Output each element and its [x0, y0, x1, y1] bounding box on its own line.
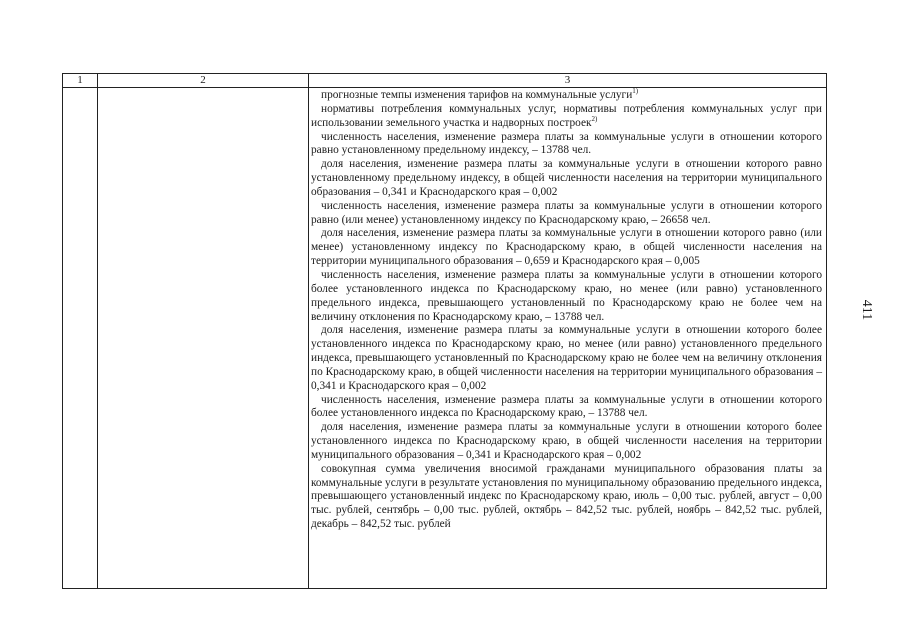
document-table	[62, 73, 827, 589]
paragraph: доля населения, изменение размера платы за коммунальные услуги в отношении которого более установленного индекса по Краснодарскому краю, в общей численности населения на территории муниципального образования – 0,341 и Краснодарского края – 0,002	[311, 421, 822, 461]
paragraph: прогнозные темпы изменения тарифов на коммунальные услуги$^{1)}$	[321, 87, 639, 101]
paragraph: численность населения, изменение размера платы за коммунальные услуги в отношении которого более установленного индекса по Краснодарскому краю, – 13788 чел.	[311, 393, 822, 420]
footnote-marker: 2)	[591, 114, 598, 123]
cell-col-1	[63, 88, 98, 589]
paragraph: нормативы потребления коммунальных услуг, нормативы потребления коммунальных услуг при использовании земельного участка и надворных построек$^{2)}$	[311, 102, 822, 129]
body-row	[63, 88, 827, 589]
page-number: 411	[859, 299, 874, 321]
header-row	[63, 74, 827, 88]
paragraph: численность населения, изменение размера платы за коммунальные услуги в отношении которого равно (или менее) установленному индексу по Краснодарскому краю, – 26658 чел.	[311, 199, 822, 226]
cell-col-3	[309, 88, 827, 589]
paragraph: численность населения, изменение размера платы за коммунальные услуги в отношении которого более установленного индекса по Краснодарскому краю, но менее (или равно) установленного предельного индекса, превышающего установленный по Краснодарскому краю не более чем на величину отклонения по Краснодарскому краю, – 13788 чел.	[311, 268, 822, 323]
cell-col-2	[98, 88, 309, 589]
paragraph: численность населения, изменение размера платы за коммунальные услуги в отношении которого равно установленному предельному индексу, – 13788 чел.	[311, 130, 822, 157]
paragraph: доля населения, изменение размера платы за коммунальные услуги в отношении которого равно (или менее) установленному индексу по Краснодарскому краю, в общей численности населения на территории муниципального образования – 0,659 и Краснодарского края – 0,005	[311, 227, 822, 268]
header-col-1: 1	[63, 74, 98, 88]
header-col-2: 2	[98, 74, 309, 88]
paragraph: доля населения, изменение размера платы за коммунальные услуги в отношении которого равно установленному предельному индексу, в общей численности населения на территории муниципального образования – 0,341 и Краснодарского края – 0,002	[311, 158, 822, 198]
paragraph: доля населения, изменение размера платы за коммунальные услуги в отношении которого более установленного индекса по Краснодарскому краю, но менее (или равно) установленного предельного индекса, превышающего установленный по Краснодарскому краю не более чем на величину отклонения по Краснодарскому краю, в общей численности населения на территории муниципального образования – 0,341 и Краснодарского края – 0,002	[311, 324, 822, 392]
header-col-3: 3	[309, 74, 827, 88]
paragraph: совокупная сумма увеличения вносимой гражданами муниципального образования платы за коммунальные услуги в результате установления по муниципальному образованию предельного индекса, превышающего установленный индекс по Краснодарскому краю, июль – 0,00 тыс. рублей, август – 0,00 тыс. рублей, сентябрь – 0,00 тыс. рублей, октябрь – 842,52 тыс. рублей, ноябрь – 842,52 тыс. рублей, декабрь – 842,52 тыс. рублей	[311, 462, 822, 531]
footnote-marker: 1)	[632, 87, 639, 96]
